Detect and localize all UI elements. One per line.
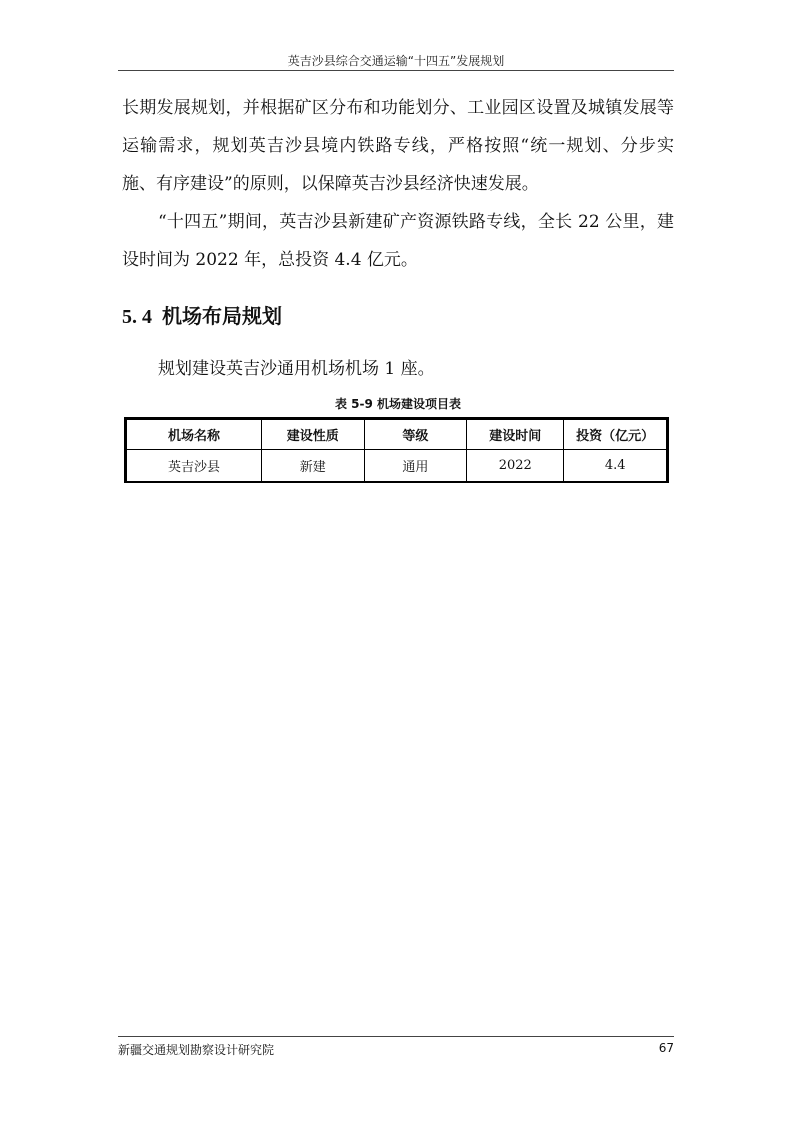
airport-project-table	[124, 417, 669, 483]
table-header-cell: 建设时间	[467, 420, 564, 450]
table-header-cell: 投资（亿元）	[564, 420, 667, 450]
footer-organization: 新疆交通规划勘察设计研究院	[118, 1043, 275, 1057]
table-header-cell: 等级	[364, 420, 467, 450]
paragraph-railway-investment: “十四五”期间，英吉沙县新建矿产资源铁路专线，全长 22 公里，建设时间为 2022 年，总投资 4.4 亿元。	[122, 212, 674, 270]
table-header-cell: 建设性质	[262, 420, 365, 450]
table-header-row	[127, 420, 667, 450]
table-header-cell: 机场名称	[127, 420, 262, 450]
page-number: 67	[658, 1041, 674, 1055]
table-cell: 英吉沙县	[127, 450, 262, 482]
table-row	[127, 450, 667, 482]
table-caption: 表 5-9 机场建设项目表	[334, 397, 462, 411]
table-cell: 新建	[262, 450, 365, 482]
table-cell: 2022	[467, 450, 564, 482]
table-cell: 通用	[364, 450, 467, 482]
footer-rule	[118, 1036, 674, 1037]
paragraph-railway-planning: 长期发展规划，并根据矿区分布和功能划分、工业园区设置及城镇发展等运输需求，规划英吉沙县境内铁路专线，严格按照“统一规划、分步实施、有序建设”的原则，以保障英吉沙县经济快速发展。	[122, 98, 674, 194]
section-number: 5. 4	[122, 306, 152, 328]
paragraph-airport-planning: 规划建设英吉沙通用机场机场 1 座。	[158, 359, 435, 379]
table-cell: 4.4	[564, 450, 667, 482]
section-heading	[122, 300, 282, 329]
page-header: 英吉沙县综合交通运输“十四五”发展规划	[287, 54, 505, 68]
section-title: 机场布局规划	[162, 304, 282, 328]
header-rule	[118, 70, 674, 71]
